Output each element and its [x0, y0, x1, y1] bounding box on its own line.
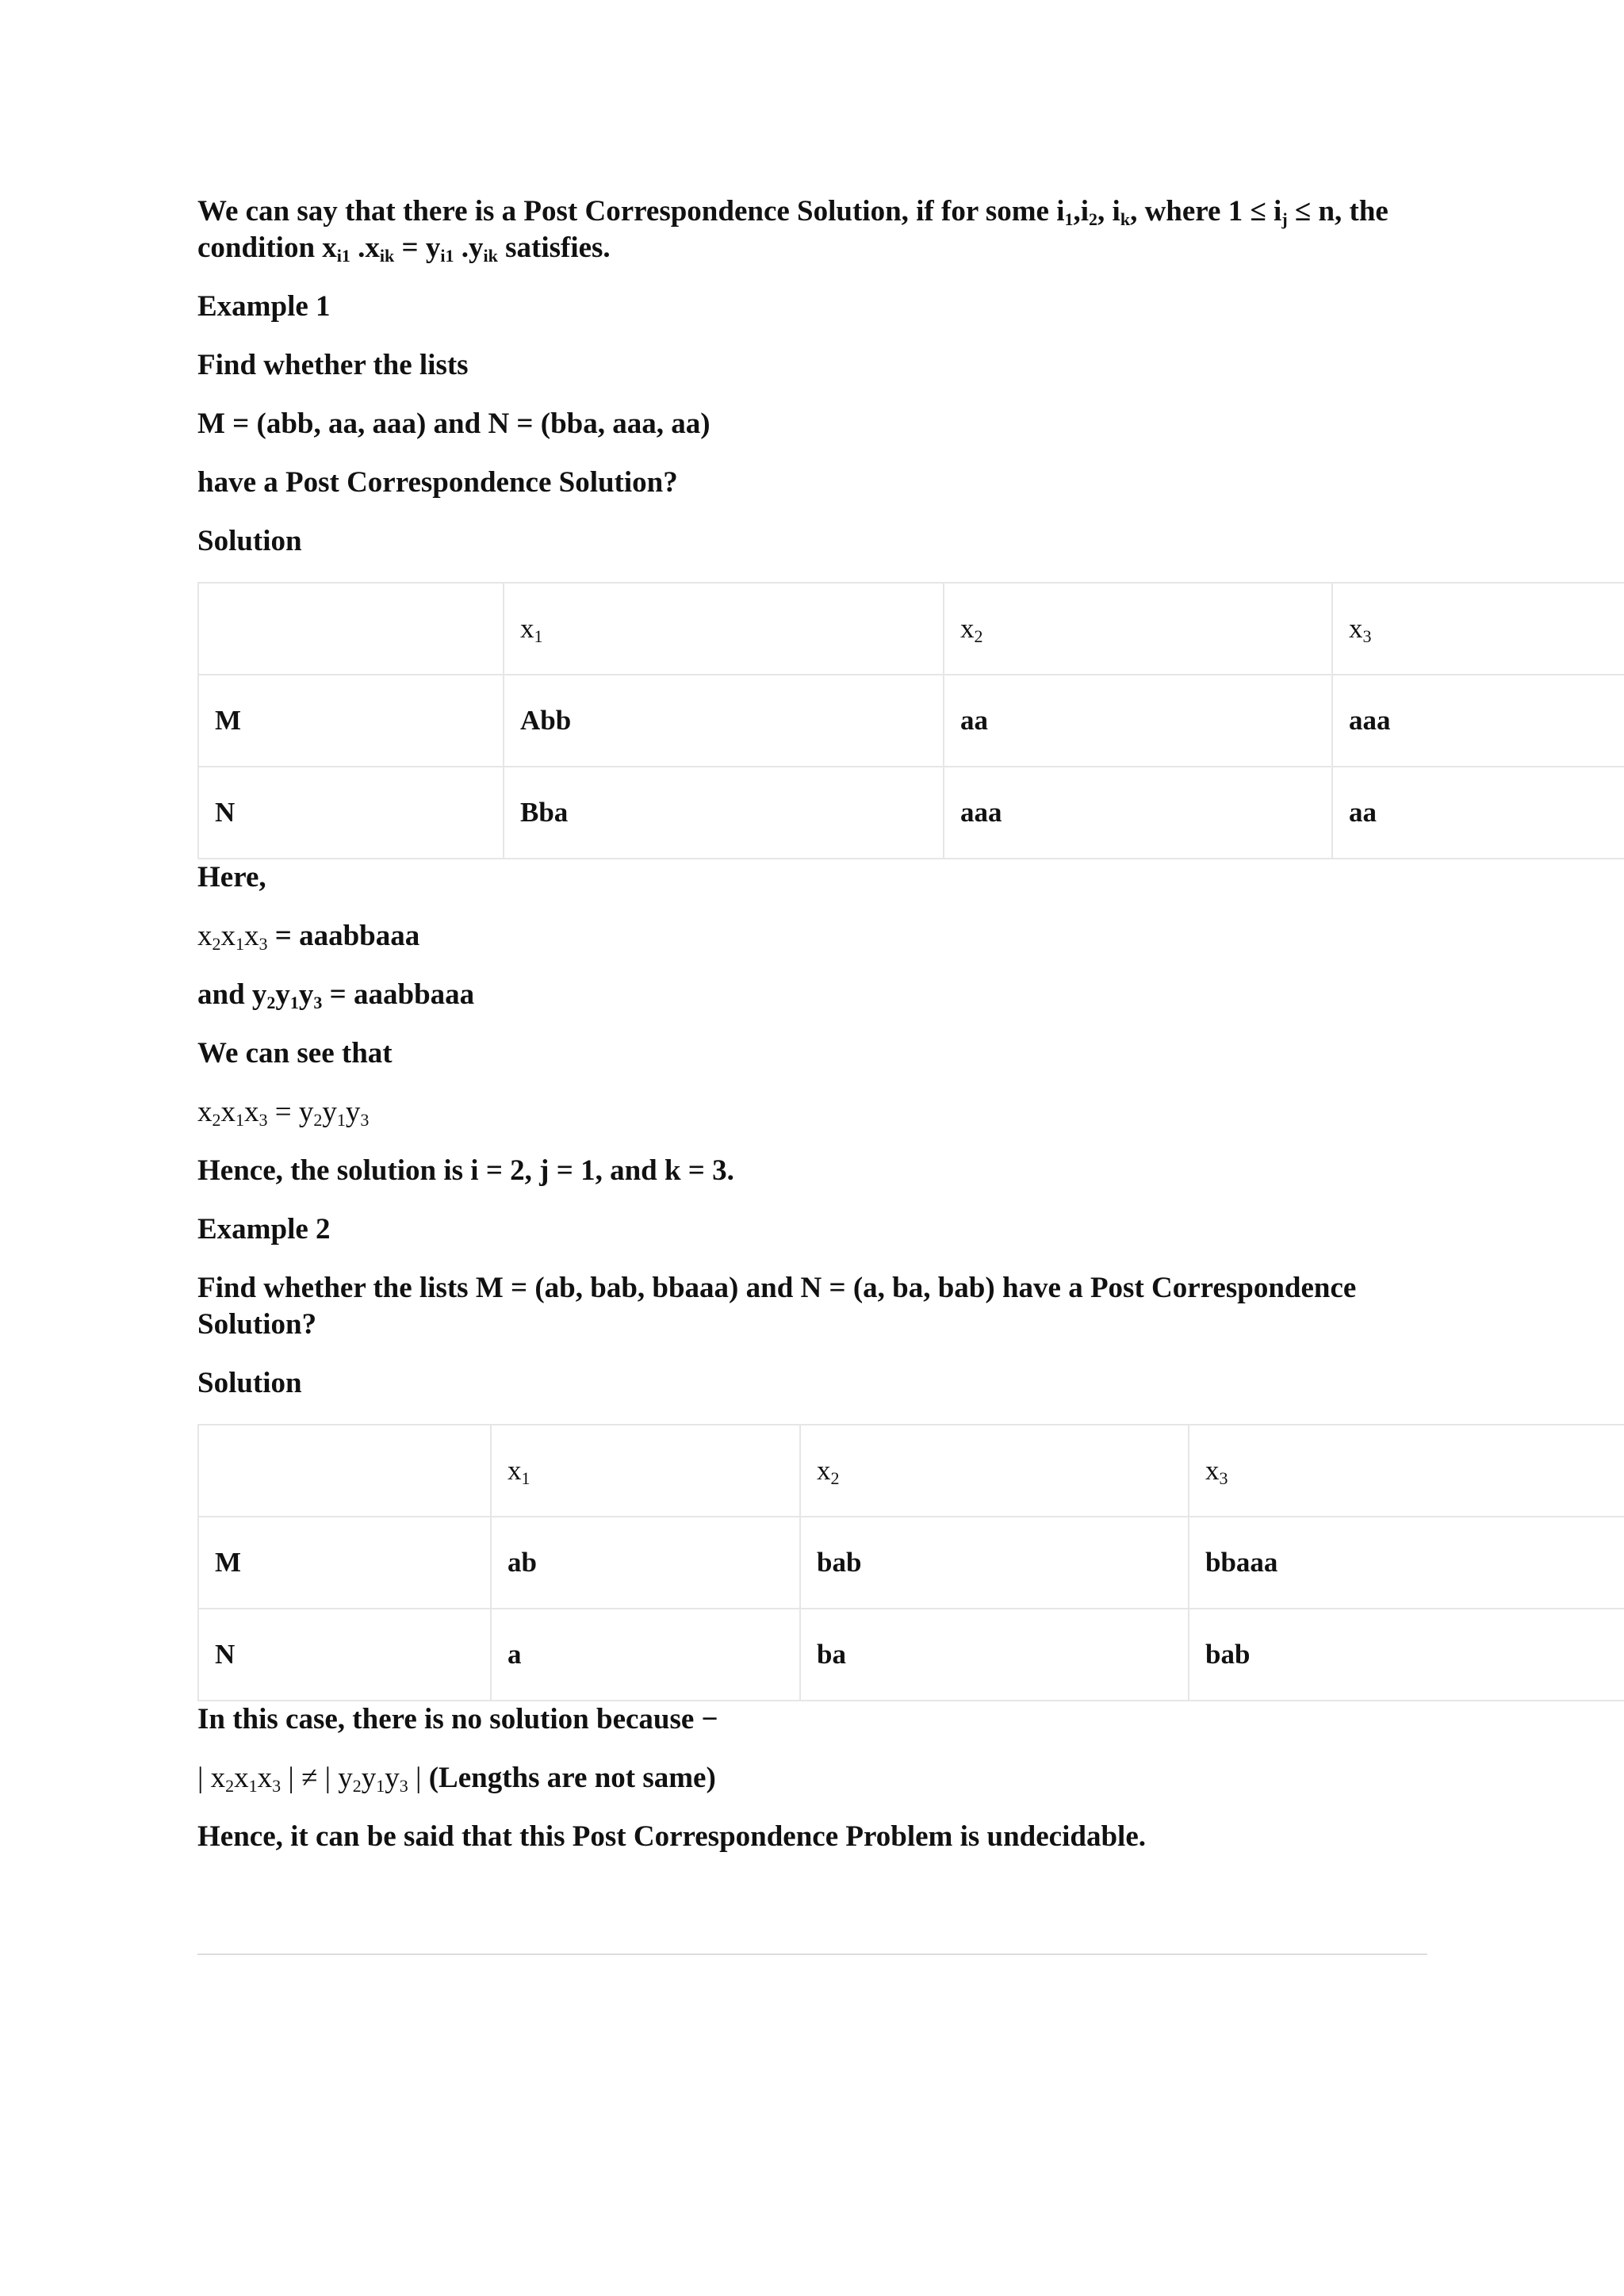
y-concat-value: = aaabbaaa — [322, 978, 475, 1011]
x-concat-value: = aaabbaaa — [267, 920, 420, 952]
table-header-cell — [491, 1425, 800, 1517]
table-cell: aa — [944, 675, 1332, 767]
document-body — [197, 193, 1434, 1877]
table-cell: bab — [800, 1517, 1189, 1609]
header-var: x — [520, 613, 534, 644]
example1-heading: Example 1 — [197, 290, 331, 323]
header-var: x — [1349, 613, 1363, 644]
example2-lengths — [197, 1760, 1434, 1797]
sub: 3 — [1219, 1468, 1228, 1488]
table-header-cell — [1332, 583, 1624, 675]
sub: 1 — [1064, 209, 1074, 229]
sub: 1 — [521, 1468, 530, 1488]
table-row-label: N — [198, 1609, 491, 1701]
table-cell: ba — [800, 1609, 1189, 1701]
sub: i1 — [336, 246, 350, 266]
table-cell: bbaaa — [1189, 1517, 1624, 1609]
intro-text: , i — [1097, 195, 1120, 228]
sub: 3 — [1362, 626, 1372, 646]
intro-text: We can say that there is a Post Correspondence Solution, if for some i — [197, 195, 1065, 228]
table-header-cell — [1189, 1425, 1624, 1517]
table-header-cell — [800, 1425, 1189, 1517]
table-row — [198, 1517, 1624, 1609]
table-header-row — [198, 1425, 1624, 1517]
sub: j — [1281, 209, 1288, 229]
example2-final: Hence, it can be said that this Post Correspondence Problem is undecidable. — [197, 1820, 1146, 1853]
sub: i1 — [440, 246, 454, 266]
sub: 1 — [534, 626, 543, 646]
header-var: x — [960, 613, 975, 644]
header-var: x — [1205, 1455, 1220, 1486]
math-expr: $y_2y_1y_3$ — [251, 978, 323, 1012]
intro-text: , where 1 ≤ i — [1130, 195, 1282, 228]
example2-heading: Example 2 — [197, 1213, 331, 1246]
example2-reason: In this case, there is no solution because − — [197, 1703, 718, 1735]
table-cell: bab — [1189, 1609, 1624, 1701]
intro-text: condition x — [197, 232, 337, 264]
sub: 2 — [974, 626, 983, 646]
sub: ik — [483, 246, 498, 266]
table-cell: Bba — [504, 767, 944, 859]
header-var: x — [817, 1455, 831, 1486]
sub: ik — [379, 246, 395, 266]
sub: k — [1120, 209, 1131, 229]
example2-table — [197, 1424, 1624, 1701]
table-header-cell — [198, 583, 504, 675]
y-concat-prefix: and — [197, 978, 252, 1011]
intro-text: ,i — [1073, 195, 1090, 228]
table-row — [198, 1609, 1624, 1701]
example1-y-concat — [197, 977, 1434, 1013]
table-cell: aaa — [1332, 675, 1624, 767]
table-row — [198, 767, 1624, 859]
intro-text: = y — [394, 232, 441, 264]
sub: 2 — [830, 1468, 840, 1488]
table-row-label: M — [198, 1517, 491, 1609]
example1-conclusion: Hence, the solution is i = 2, j = 1, and k = 3. — [197, 1154, 734, 1187]
example1-x-concat — [197, 918, 1434, 955]
table-header-cell — [504, 583, 944, 675]
intro-text: satisfies. — [497, 232, 611, 264]
header-var: x — [508, 1455, 522, 1486]
table-cell: Abb — [504, 675, 944, 767]
example1-question-line1: Find whether the lists — [197, 349, 469, 381]
math-expr: $x_2x_1x_3$ — [197, 920, 268, 954]
example2-question: Find whether the lists M = (ab, bab, bbaaa) and N = (a, ba, bab) have a Post Correspondence Solution? — [197, 1272, 1357, 1341]
intro-text: .x — [350, 232, 380, 264]
table-cell: ab — [491, 1517, 800, 1609]
example1-see: We can see that — [197, 1037, 393, 1070]
example1-here: Here, — [197, 861, 266, 894]
table-row-label: N — [198, 767, 504, 859]
intro-paragraph — [197, 193, 1434, 266]
table-header-cell — [198, 1425, 491, 1517]
table-row — [198, 675, 1624, 767]
example1-equality: $x_2x_1x_3 = y_2y_1y_3$ — [197, 1096, 370, 1130]
example1-table — [197, 582, 1624, 859]
table-cell: a — [491, 1609, 800, 1701]
example1-solution-label: Solution — [197, 525, 302, 557]
example2-solution-label: Solution — [197, 1367, 302, 1399]
intro-text: ≤ n, the — [1287, 195, 1388, 228]
sub: 2 — [1089, 209, 1098, 229]
example1-question-line2: M = (abb, aa, aaa) and N = (bba, aaa, aa) — [197, 408, 710, 440]
intro-text: .y — [454, 232, 484, 264]
table-cell: aaa — [944, 767, 1332, 859]
table-row-label: M — [198, 675, 504, 767]
table-header-row — [198, 583, 1624, 675]
table-cell: aa — [1332, 767, 1624, 859]
lengths-note: (Lengths are not same) — [421, 1762, 716, 1794]
footer-divider — [197, 1954, 1427, 1955]
example1-question-line3: have a Post Correspondence Solution? — [197, 466, 678, 499]
table-header-cell — [944, 583, 1332, 675]
math-expr: | $x_2x_1x_3$ | ≠ | $y_2y_1y_3$ | — [197, 1762, 422, 1796]
